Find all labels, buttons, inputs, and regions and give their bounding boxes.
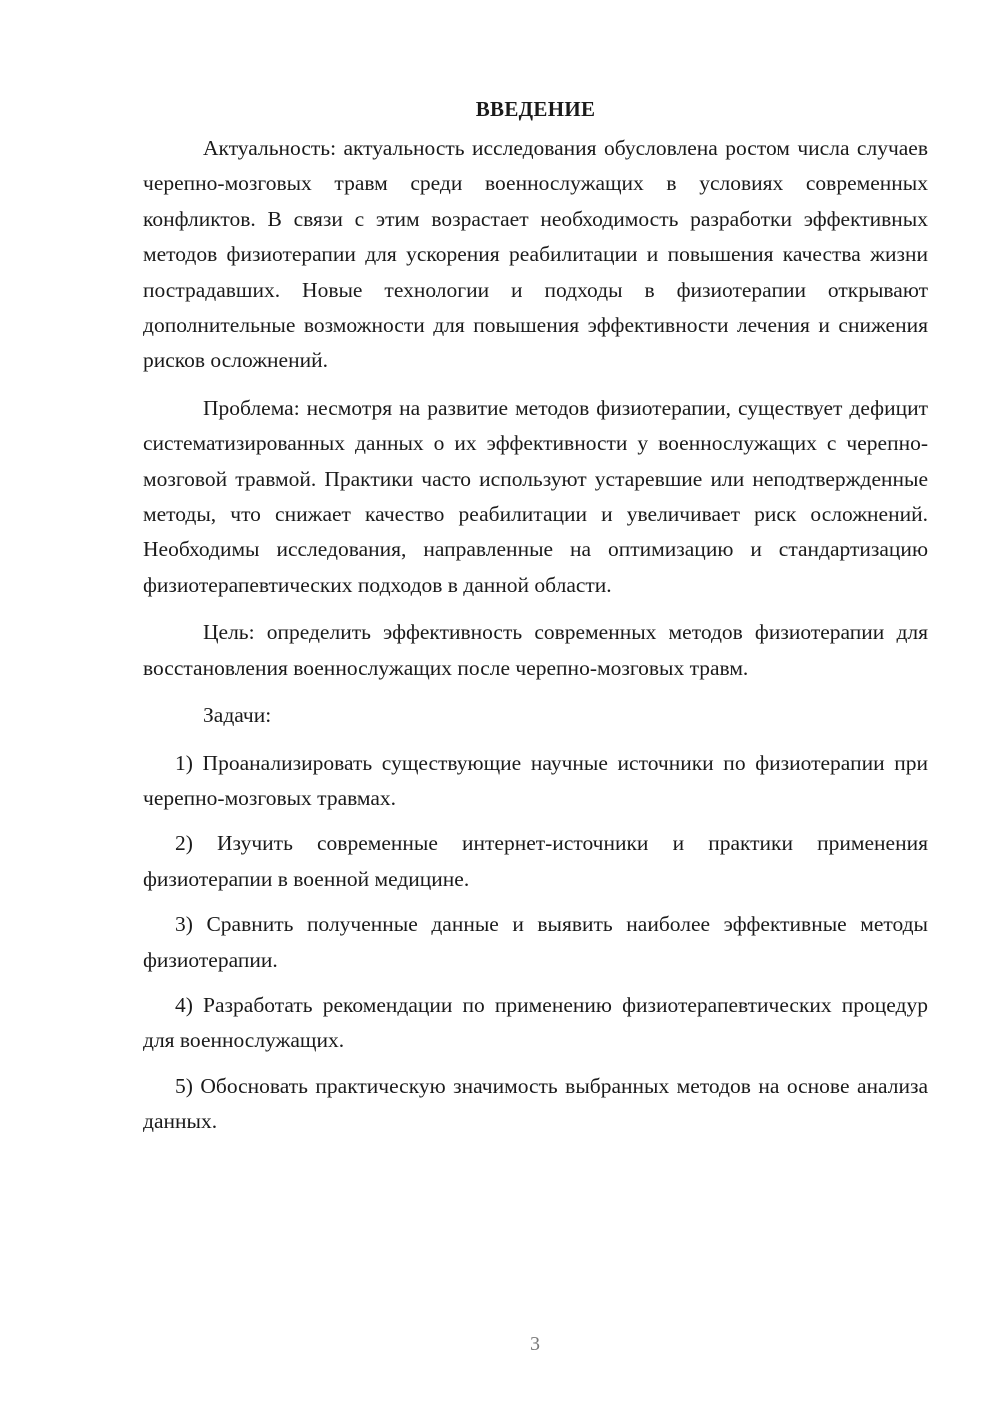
tasks-label: Задачи: xyxy=(203,703,272,728)
paragraph-problem: Проблема: несмотря на развитие методов физиотерапии, существует дефицит систематизированных данных о их эффективности у военнослужащих с черепно-мозговой травмой. Практики часто используют устаревшие или неподтвержденные методы, что снижает качество реабилитации и увеличивает риск осложнений. Необходимы исследования, направленные на оптимизацию и стандартизацию физиотерапевтических подходов в данной области. xyxy=(143,395,928,597)
task-item-4: 4) Разработать рекомендации по применению физиотерапевтических процедур для военнослужащих. xyxy=(143,992,928,1053)
page-content xyxy=(143,92,928,1150)
task-item-5: 5) Обосновать практическую значимость выбранных методов на основе анализа данных. xyxy=(143,1073,928,1134)
paragraph-relevance: Актуальность: актуальность исследования обусловлена ростом числа случаев черепно-мозговых травм среди военнослужащих в условиях современных конфликтов. В связи с этим возрастает необходимость разработки эффективных методов физиотерапии для ускорения реабилитации и повышения качества жизни пострадавших. Новые технологии и подходы в физиотерапии открывают дополнительные возможности для повышения эффективности лечения и снижения рисков осложнений. xyxy=(143,136,928,373)
paragraph-goal: Цель: определить эффективность современных методов физиотерапии для восстановления военнослужащих после черепно-мозговых травм. xyxy=(143,620,928,680)
section-title: ВВЕДЕНИЕ xyxy=(475,97,596,121)
page-number: 3 xyxy=(530,1333,540,1355)
task-item-2: 2) Изучить современные интернет-источники и практики применения физиотерапии в военной медицине. xyxy=(143,831,928,891)
task-item-1: 1) Проанализировать существующие научные источники по физиотерапии при черепно-мозговых травмах. xyxy=(143,750,928,810)
task-item-3: 3) Сравнить полученные данные и выявить наиболее эффективные методы физиотерапии. xyxy=(143,912,928,972)
